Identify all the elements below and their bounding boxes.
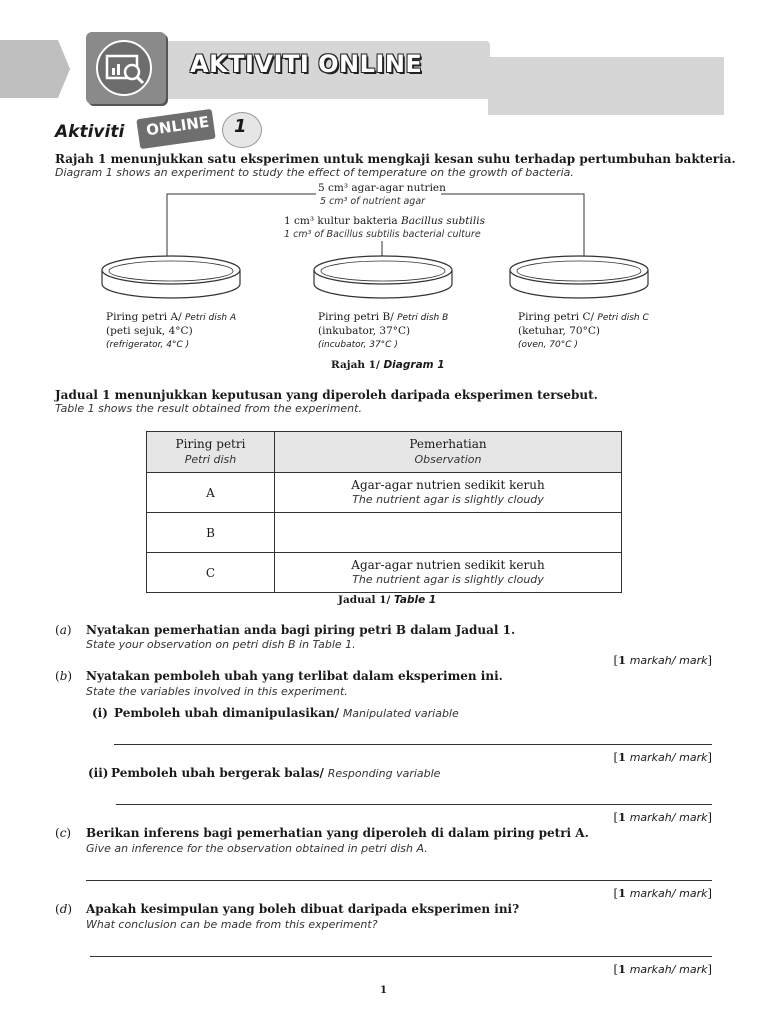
dish-b-name-ms: Piring petri B/ [318,311,394,323]
dish-b-place-ms: (inkubator, 37°C) [318,325,411,337]
dish-a-name-en: Petri dish A [184,313,237,323]
question-c-label: (c) [55,826,72,840]
petri-dish-b [314,256,452,298]
dish-a-place-en: (refrigerator, 4°C ) [106,340,190,350]
table-row [147,553,622,593]
answer-line-b-i[interactable] [114,744,712,745]
dish-a-place-ms: (peti sejuk, 4°C) [106,325,193,337]
table-intro-ms: Jadual 1 menunjukkan keputusan yang diperoleh daripada eksperimen tersebut. [55,388,598,402]
petri-dish-a [102,256,240,298]
culture-label-en: 1 cm³ of Bacillus subtilis bacterial culture [284,229,481,240]
row-a-dish: A [147,473,275,513]
culture-label-ms [284,215,485,227]
agar-label-ms: 5 cm³ agar-agar nutrien [318,182,446,194]
dish-a-label [106,311,236,352]
table-caption [338,594,436,606]
row-a-observation-ms: Agar-agar nutrien sedikit keruh [351,478,545,492]
question-b-i-en: Manipulated variable [342,707,459,720]
question-d-label: (d) [55,902,73,916]
question-b-label: (b) [55,669,73,683]
mark-c: [1 markah/ mark] [613,886,712,900]
question-b-ms: Nyatakan pemboleh ubah yang terlibat dalam eksperimen ini. [86,669,503,683]
question-a-label: (a) [55,623,72,637]
question-b-i-ms: Pemboleh ubah dimanipulasikan/ [114,706,339,720]
answer-line-b-ii[interactable] [116,804,712,805]
row-c-observation [275,553,622,593]
answer-line-c[interactable] [86,880,712,881]
question-b-ii [111,766,440,781]
answer-line-d[interactable] [90,956,712,957]
results-table [146,431,622,593]
row-c-observation-ms: Agar-agar nutrien sedikit keruh [351,558,545,572]
culture-label-prefix: 1 cm³ kultur bakteria [284,215,398,227]
question-b-ii-en: Responding variable [327,767,441,780]
question-b-en: State the variables involved in this experiment. [86,685,348,698]
dish-c-name-en: Petri dish C [597,313,649,323]
question-b-i [114,706,459,721]
table-intro-en: Table 1 shows the result obtained from the experiment. [55,402,362,415]
agar-label-en: 5 cm³ of nutrient agar [320,196,426,207]
page-number: 1 [380,985,387,996]
culture-species: Bacillus subtilis [400,215,485,227]
question-d-ms: Apakah kesimpulan yang boleh dibuat daripada eksperimen ini? [86,902,520,916]
mark-a: [1 markah/ mark] [613,653,712,667]
row-b-dish: B [147,513,275,553]
row-a-observation-en: The nutrient agar is slightly cloudy [352,493,544,506]
activity-number: 1 [234,116,247,137]
header-observation-en: Observation [414,453,482,466]
header-petri-dish-en: Petri dish [184,453,237,466]
intro-text-ms: Rajah 1 menunjukkan satu eksperimen untuk mengkaji kesan suhu terhadap pertumbuhan bakteria. [55,152,736,166]
question-b-i-label: (i) [92,706,108,720]
question-b-ii-ms: Pemboleh ubah bergerak balas/ [111,766,324,780]
dish-b-label [318,311,448,352]
table-caption-ms: Jadual 1/ [338,594,391,606]
intro-text-en: Diagram 1 shows an experiment to study the effect of temperature on the growth of bacteria. [55,166,574,179]
table-row [147,473,622,513]
dish-c-place-en: (oven, 70°C ) [518,340,578,350]
petri-dish-c [510,256,648,298]
question-b-ii-label: (ii) [88,766,109,780]
dish-c-name-ms: Piring petri C/ [518,311,595,323]
diagram-caption-en: Diagram 1 [383,359,445,371]
header-petri-dish [147,432,275,473]
question-c-ms: Berikan inferens bagi pemerhatian yang diperoleh di dalam piring petri A. [86,826,589,840]
dish-c-place-ms: (ketuhar, 70°C) [518,325,600,337]
dish-c-label [518,311,649,352]
table-header-row [147,432,622,473]
mark-b-ii: [1 markah/ mark] [613,810,712,824]
header-observation-ms: Pemerhatian [409,437,487,451]
dish-b-place-en: (incubator, 37°C ) [318,340,398,350]
online-tag-text: ONLINE [145,112,211,140]
row-a-observation [275,473,622,513]
diagram-caption-ms: Rajah 1/ [331,359,380,371]
question-c-en: Give an inference for the observation obtained in petri dish A. [86,842,428,855]
row-c-dish: C [147,553,275,593]
question-d-en: What conclusion can be made from this experiment? [86,918,378,931]
dish-a-name-ms: Piring petri A/ [106,311,182,323]
question-a-ms: Nyatakan pemerhatian anda bagi piring petri B dalam Jadual 1. [86,623,516,637]
header-petri-dish-ms: Piring petri [175,437,246,451]
activity-label: Aktiviti [55,122,125,142]
table-row [147,513,622,553]
dish-b-name-en: Petri dish B [397,313,449,323]
row-b-observation-answer[interactable] [275,513,622,553]
table-caption-en: Table 1 [394,594,437,606]
header-observation [275,432,622,473]
page-title: AKTIVITI ONLINE [190,50,423,78]
mark-d: [1 markah/ mark] [613,962,712,976]
mark-b-i: [1 markah/ mark] [613,750,712,764]
diagram-caption [331,359,445,371]
question-a-en: State your observation on petri dish B in Table 1. [86,638,356,651]
row-c-observation-en: The nutrient agar is slightly cloudy [352,573,544,586]
